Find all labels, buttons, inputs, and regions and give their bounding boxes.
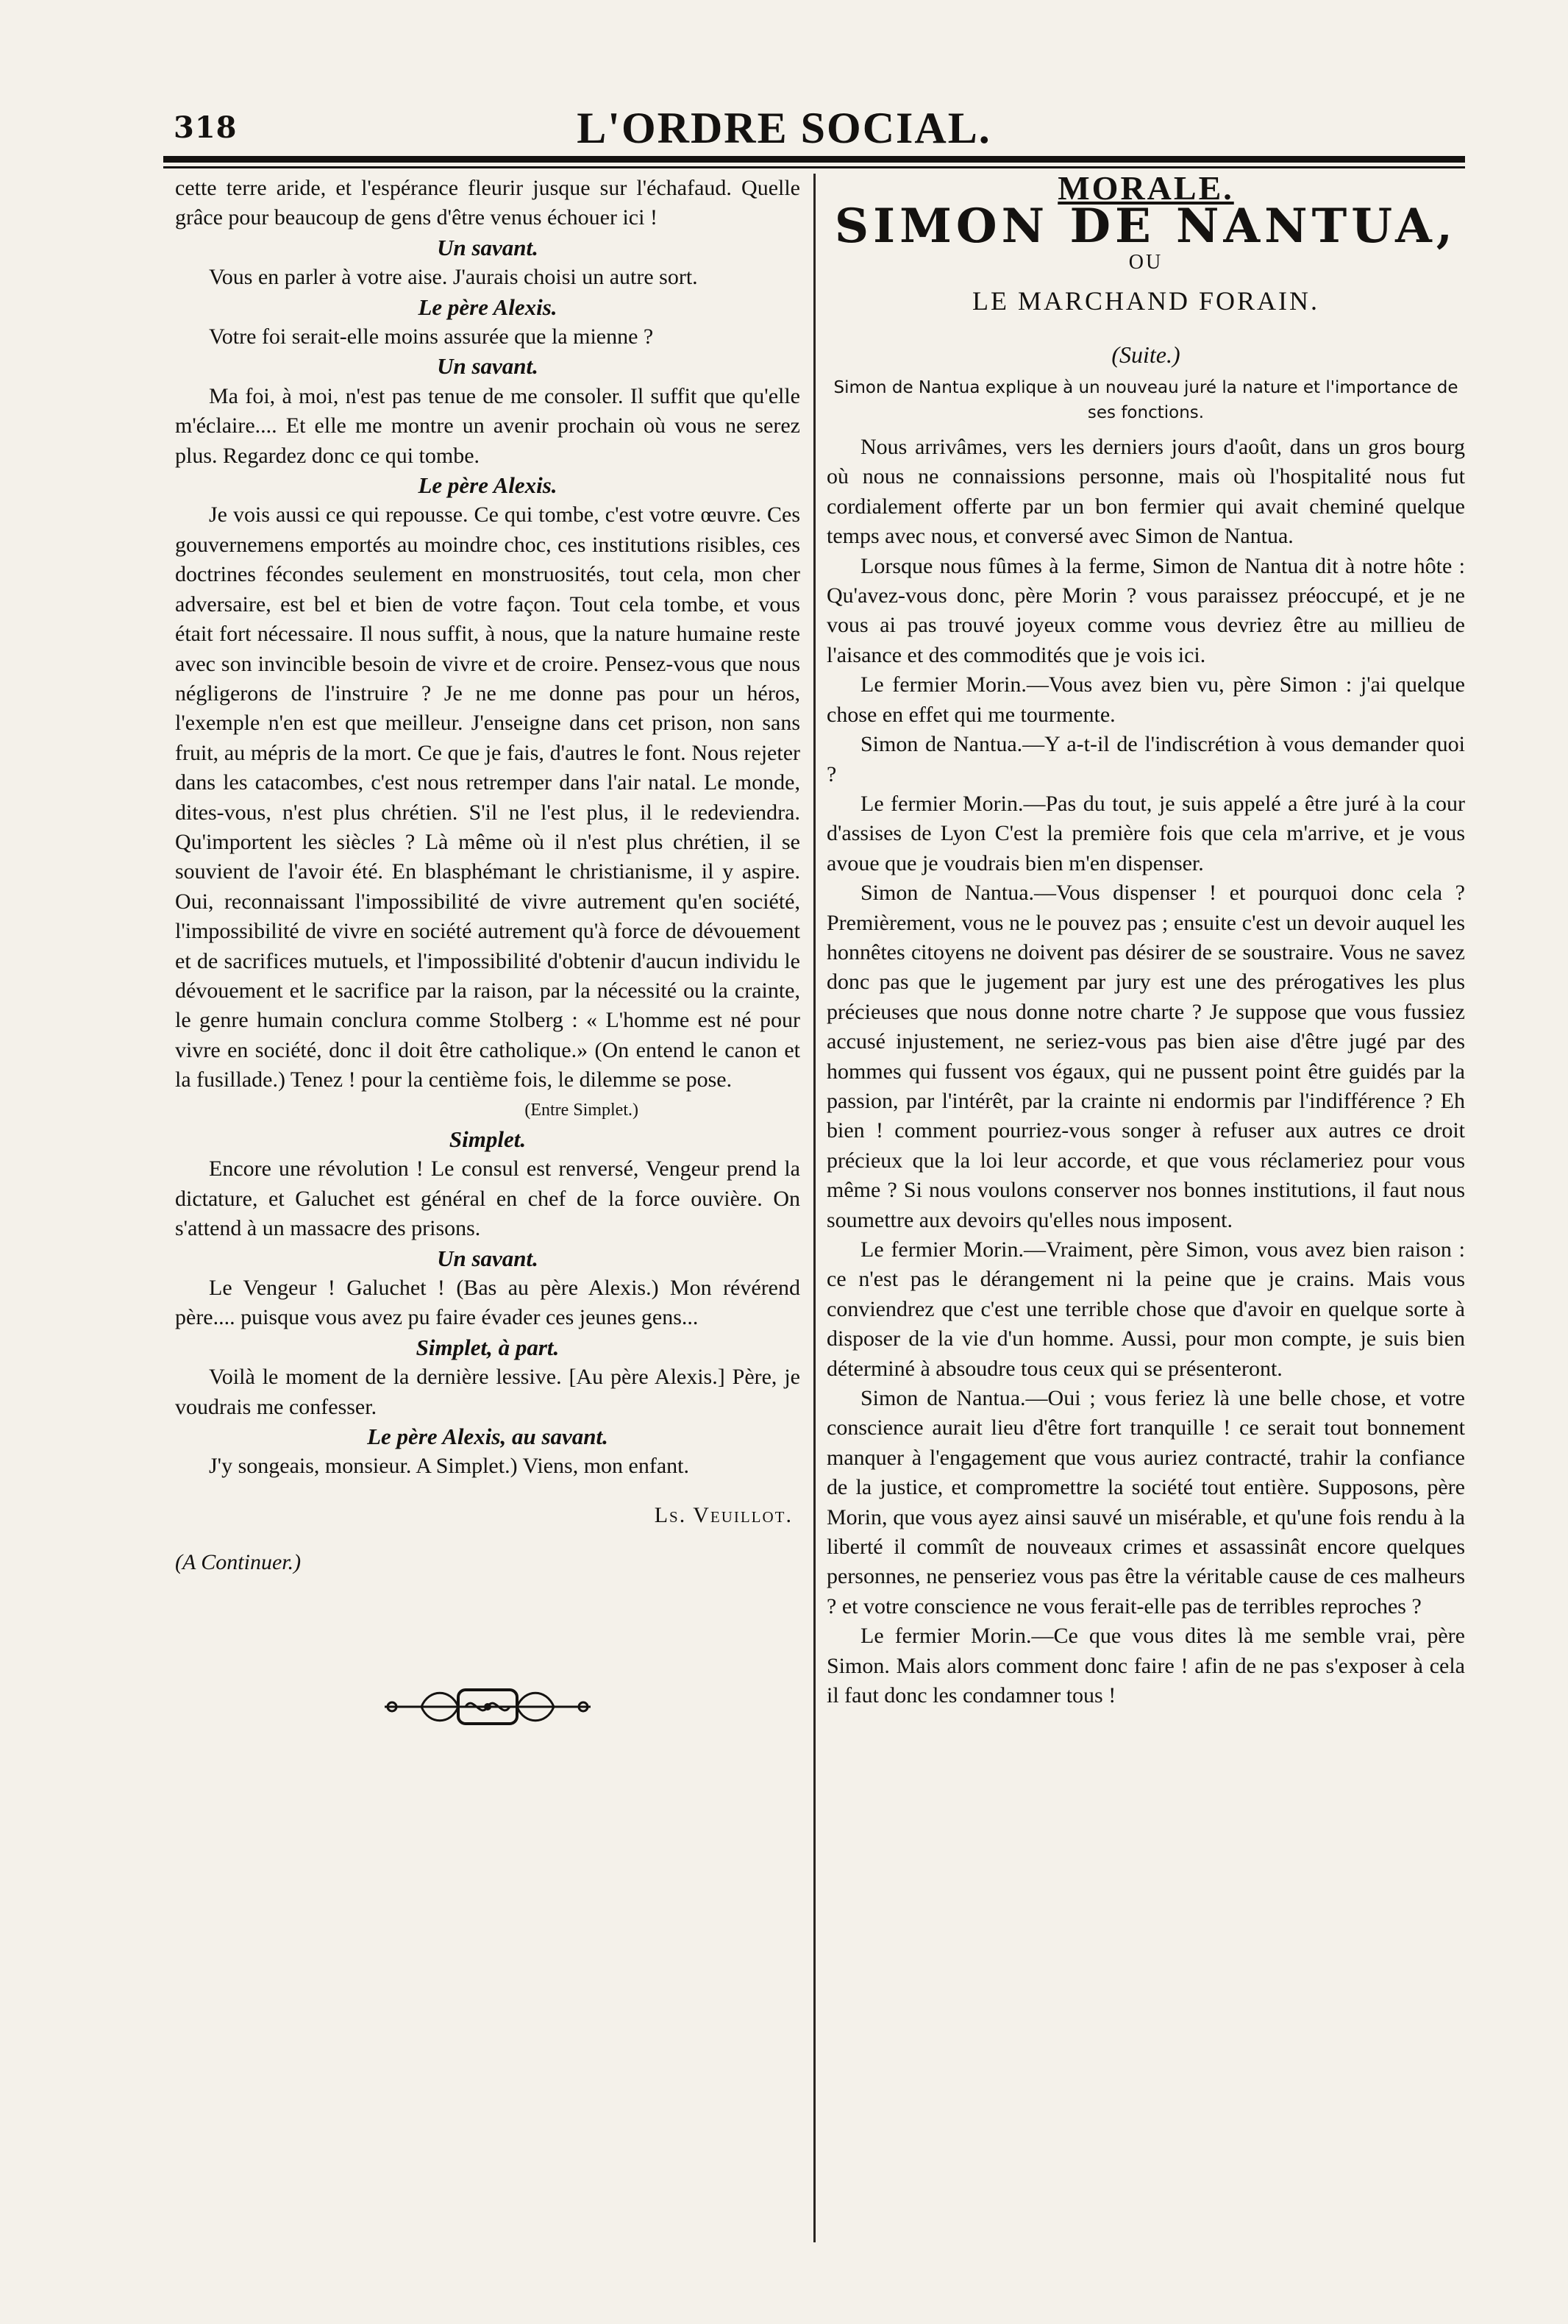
speaker-name: Le père Alexis, au savant.	[367, 1424, 608, 1450]
article-subtitle: LE MARCHAND FORAIN.	[972, 286, 1320, 316]
article-summary: Simon de Nantua explique à un nouveau juré la nature et l'importance de ses fonctions.	[833, 378, 1458, 423]
paragraph: J'y songeais, monsieur. A Simplet.) Viens, mon enfant.	[209, 1454, 690, 1479]
paragraph: cette terre aride, et l'espérance fleurir jusque sur l'échafaud. Quelle grâce pour beaucoup de gens d'être venus échouer ici !	[175, 176, 800, 230]
paragraph: Simon de Nantua.—Vous dispenser ! et pourquoi donc cela ? Premièrement, vous ne le pouvez pas ; ensuite c'est un devoir auquel les honnêtes citoyens ne doivent pas désirer de se soustraire. Vous ne savez donc pas que le jugement par jury est une des prérogatives les plus précieuses que nous donne notre charte ? Je suppose que vous fussiez accusé injustement, ne seriez-vous pas bien aise d'être jugé par des hommes qui fussent vos égaux, qui ne pussent point être guidés par la passion, par l'intérêt, par la crainte ni endormis par l'indifférence ? Eh bien ! comment pourriez-vous songer à refuser aux autres ce droit précieux que la loi leur accorde, et que vous réclameriez pour vous même ? Si nous voulons conserver nos bonnes institutions, il faut nous soumettre aux devoirs qu'elles nous imposent.	[827, 881, 1465, 1232]
speaker-name: Le père Alexis.	[418, 472, 557, 499]
speaker-name: Un savant.	[437, 353, 538, 380]
paragraph: Le Vengeur ! Galuchet ! (Bas au père Alexis.) Mon révérend père.... puisque vous avez pu faire évader ces jeunes gens...	[175, 1276, 800, 1330]
speaker-name: Simplet, à part.	[416, 1334, 560, 1360]
paragraph: Le fermier Morin.—Ce que vous dites là me semble vrai, père Simon. Mais alors comment donc faire ! afin de ne pas s'exposer à cela il faut donc les condamner tous !	[827, 1624, 1465, 1708]
column-divider	[813, 174, 816, 2242]
right-column-text	[827, 433, 1465, 1710]
to-be-continued: (A Continuer.)	[175, 1550, 302, 1575]
paragraph: Encore une révolution ! Le consul est renversé, Vengeur prend la dictature, et Galuchet est général en chef de la force ouvière. On s'attend à un massacre des prisons.	[175, 1156, 800, 1241]
paragraph: Le fermier Morin.—Vraiment, père Simon, vous avez bien raison : ce n'est pas le dérangement ni la peine que je crains. Mais vous conviendrez que c'est une terrible chose que d'avoir en quelque sorte à disposer de la vie d'un homme. Aussi, pour mon compte, je suis bien déterminé à absoudre tous ceux qui se présenteront.	[827, 1237, 1465, 1381]
header-rule-thick	[163, 156, 1465, 163]
paragraph: Le fermier Morin.—Pas du tout, je suis appelé a être juré à la cour d'assises de Lyon C'est la première fois que cela m'arrive, et je vous avoue que je voudrais bien m'en dispenser.	[827, 791, 1465, 875]
article-title: SIMON DE NANTUA,	[834, 199, 1458, 255]
paragraph: Voilà le moment de la dernière lessive. [Au père Alexis.] Père, je voudrais me confesser.	[175, 1365, 800, 1419]
paragraph: Simon de Nantua.—Y a-t-il de l'indiscrétion à vous demander quoi ?	[827, 732, 1465, 786]
paragraph: Je vois aussi ce qui repousse. Ce qui tombe, c'est votre œuvre. Ces gouvernemens emportés au moindre choc, ces institutions risibles, ces doctrines fécondes seulement en monstruosités, tout cela, mon cher adversaire, est bel et bien de votre façon. Tout cela tombe, et vous était fort nécessaire. Il nous suffit, à nous, que la nature humaine reste avec son invincible besoin de vivre et de croire. Pensez-vous que nous négligerons de l'instruire ? Je ne me donne pas pour un héros, l'exemple n'en est que meilleur. J'enseigne dans cet prison, non sans fruit, au mépris de la mort. Ce que je fais, d'autres le font. Nous rejeter dans les catacombes, c'est nous retremper dans l'air natal. Le monde, dites-vous, n'est plus chrétien. S'il ne l'est plus, il le redeviendra. Qu'importent les siècles ? Là même où il n'est plus chrétien, il se souvient de l'avoir été. En blasphémant le christianisme, il y aspire. Oui, reconnaissant l'impossibilité de vivre autrement qu'en société, l'impossibilité de vivre en société autrement qu'à force de dévouement et de sacrifices mutuels, et l'impossibilité d'obtenir d'aucun individu le dévouement et le sacrifice par la raison, par la nécessité ou la crainte, le genre humain conclura comme Stolberg : « L'homme est né pour vivre en société, donc il doit être catholique.» (On entend le canon et la fusillade.) Tenez ! pour la centième fois, le dilemme se pose.	[175, 502, 800, 1092]
journal-title: L'ORDRE SOCIAL.	[577, 104, 991, 152]
left-column-text	[175, 174, 800, 1482]
stage-direction: (Entre Simplet.)	[524, 1100, 638, 1120]
header-rule-thin	[163, 166, 1465, 168]
paragraph: Simon de Nantua.—Oui ; vous feriez là une belle chose, et votre conscience aurait lieu d'être fort tranquille ! ce serait tout bonnement manquer à l'engagement que vous auriez contracté, trahir la confiance de la justice, et compromettre la société tout entière. Supposons, père Morin, que vous ayez ainsi sauvé un misérable, et qu'une fois rendu à la liberté il commît de nouveaux crimes et assassinât encore quelques personnes, ne penseriez vous pas être la véritable cause de ces malheurs ? et votre conscience ne vous ferait-elle pas de terribles reproches ?	[827, 1386, 1465, 1618]
paragraph: Le fermier Morin.—Vous avez bien vu, père Simon : j'ai quelque chose en effet qui me tourmente.	[827, 672, 1465, 727]
ornament-flourish-icon	[377, 1681, 598, 1733]
paragraph: Nous arrivâmes, vers les derniers jours d'août, dans un gros bourg où nous ne connaissions personne, mais où l'hospitalité nous fut cordialement offerte par un bon fermier qui avait cheminé quelque temps avec nous, et conversé avec Simon de Nantua.	[827, 435, 1465, 549]
ornament-icon	[175, 1681, 800, 1741]
paragraph: Votre foi serait-elle moins assurée que la mienne ?	[209, 324, 654, 349]
paragraph: Vous en parler à votre aise. J'aurais choisi un autre sort.	[209, 265, 698, 290]
speaker-name: Simplet.	[449, 1126, 527, 1152]
speaker-name: Un savant.	[437, 234, 538, 260]
speaker-name: Le père Alexis.	[418, 294, 557, 320]
right-column	[827, 169, 1465, 1711]
section-heading: MORALE.	[1058, 169, 1234, 207]
article-suite: (Suite.)	[1111, 341, 1180, 368]
left-column	[175, 174, 800, 1741]
article-title-connector: OU	[1128, 250, 1163, 274]
author-signature: Ls. Veuillot.	[654, 1502, 793, 1527]
paragraph: Ma foi, à moi, n'est pas tenue de me consoler. Il suffit que qu'elle m'éclaire.... Et elle me montre un avenir prochain où vous ne serez plus. Regardez donc ce qui tombe.	[175, 383, 800, 468]
paragraph: Lorsque nous fûmes à la ferme, Simon de Nantua dit à notre hôte : Qu'avez-vous donc, père Morin ? vous paraissez préoccupé, et je ne vous ai pas trouvé joyeux comme vous devriez être au millieu de l'aisance et des commodités que je vois ici.	[827, 553, 1465, 667]
speaker-name: Un savant.	[437, 1245, 538, 1271]
page-number: 318	[174, 110, 238, 145]
